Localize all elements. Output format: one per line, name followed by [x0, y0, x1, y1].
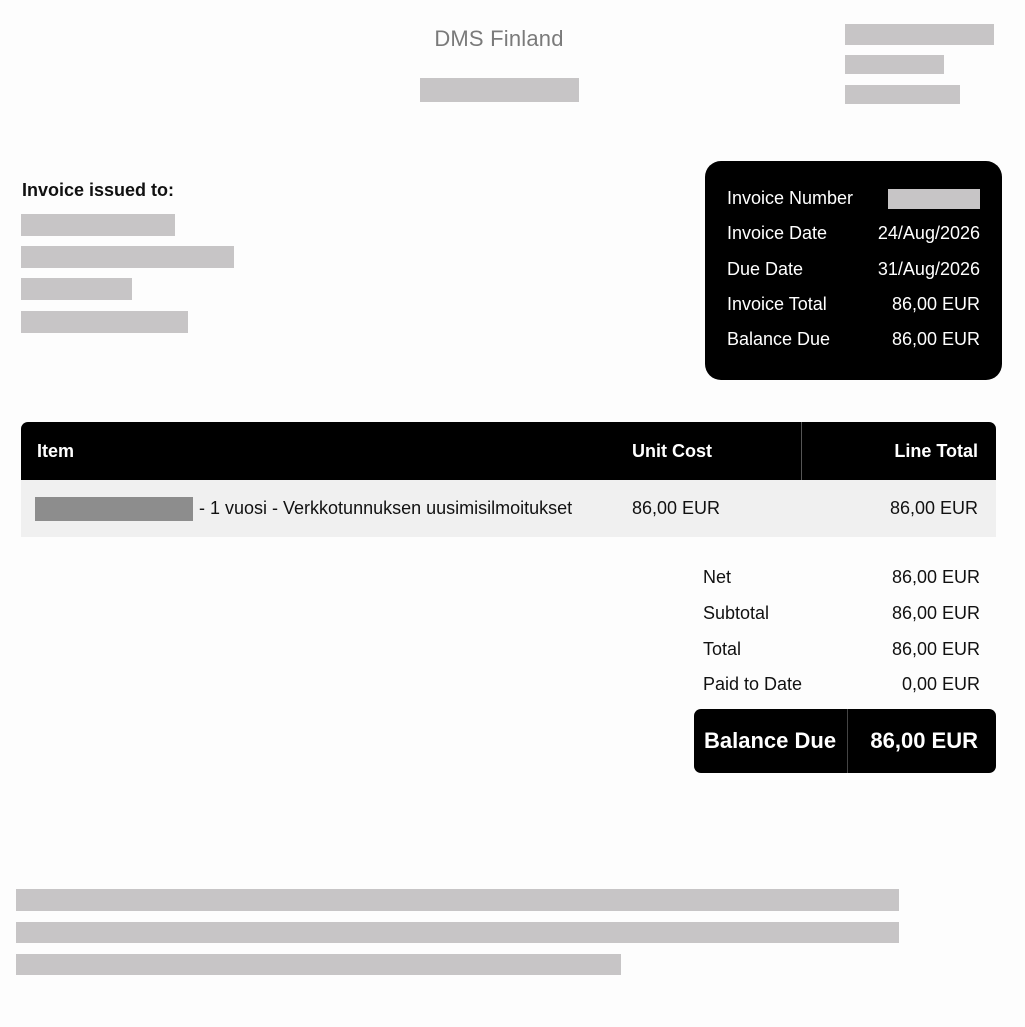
- company-name: DMS Finland: [434, 26, 564, 51]
- redacted-customer-line-4: [21, 311, 188, 333]
- invoice-number-row: [727, 181, 980, 216]
- table-row: [21, 480, 996, 537]
- invoice-total-label: Invoice Total: [727, 294, 827, 315]
- balance-due-divider: [847, 709, 848, 773]
- balance-due-box: [694, 709, 996, 773]
- redacted-company-address-line-2: [845, 55, 944, 74]
- invoice-info-box: [705, 161, 1002, 380]
- paid-to-date-label: Paid to Date: [703, 674, 803, 695]
- subtotal-value: 86,00 EUR: [891, 603, 980, 624]
- due-date-value: 31/Aug/2026: [877, 258, 980, 279]
- redacted-company-address-line-3: [845, 85, 960, 104]
- invoice-total-row: [727, 287, 980, 322]
- subtotal-row: [703, 596, 980, 632]
- redacted-customer-line-1: [21, 214, 175, 236]
- invoice-total-value: 86,00 EUR: [891, 294, 980, 315]
- item-description: - 1 vuosi - Verkkotunnuksen uusimisilmoitukset: [199, 498, 573, 518]
- invoice-date-row: [727, 216, 980, 251]
- due-date-label: Due Date: [727, 258, 804, 279]
- redacted-footer-line-1: [16, 889, 899, 911]
- column-header-item: Item: [37, 440, 75, 461]
- info-balance-due-row: [727, 322, 980, 357]
- redacted-invoice-number: [888, 189, 980, 209]
- redacted-item-name: [35, 497, 193, 521]
- column-divider: [801, 422, 802, 480]
- line-total-cell: 86,00 EUR: [889, 498, 978, 518]
- paid-to-date-value: 0,00 EUR: [901, 674, 980, 695]
- subtotal-label: Subtotal: [703, 603, 770, 624]
- redacted-footer-line-3: [16, 954, 621, 975]
- redacted-customer-line-3: [21, 278, 132, 300]
- balance-due-label: Balance Due: [704, 728, 837, 753]
- net-row: [703, 560, 980, 596]
- invoice-date-label: Invoice Date: [727, 223, 828, 244]
- item-cell: [35, 497, 572, 521]
- paid-to-date-row: [703, 667, 980, 703]
- invoice-number-label: Invoice Number: [727, 188, 854, 209]
- info-balance-due-label: Balance Due: [727, 329, 831, 350]
- redacted-customer-line-2: [21, 246, 234, 268]
- invoice-date-value: 24/Aug/2026: [877, 223, 980, 244]
- total-value: 86,00 EUR: [891, 638, 980, 659]
- column-header-line-total: Line Total: [894, 440, 978, 461]
- unit-cost-cell: 86,00 EUR: [632, 498, 721, 518]
- total-label: Total: [703, 638, 742, 659]
- invoice-issued-to-label: Invoice issued to:: [22, 180, 175, 200]
- totals-summary: [703, 560, 980, 703]
- balance-due-value: 86,00 EUR: [870, 728, 978, 753]
- due-date-row: [727, 252, 980, 287]
- column-header-unit-cost: Unit Cost: [632, 440, 712, 461]
- info-balance-due-value: 86,00 EUR: [891, 329, 980, 350]
- net-value: 86,00 EUR: [891, 567, 980, 588]
- redacted-company-address-line-1: [845, 24, 994, 45]
- items-table-header: [21, 422, 996, 480]
- items-table: [21, 422, 996, 537]
- redacted-company-detail: [420, 78, 579, 102]
- net-label: Net: [703, 567, 732, 588]
- redacted-footer-line-2: [16, 922, 899, 943]
- total-row: [703, 631, 980, 667]
